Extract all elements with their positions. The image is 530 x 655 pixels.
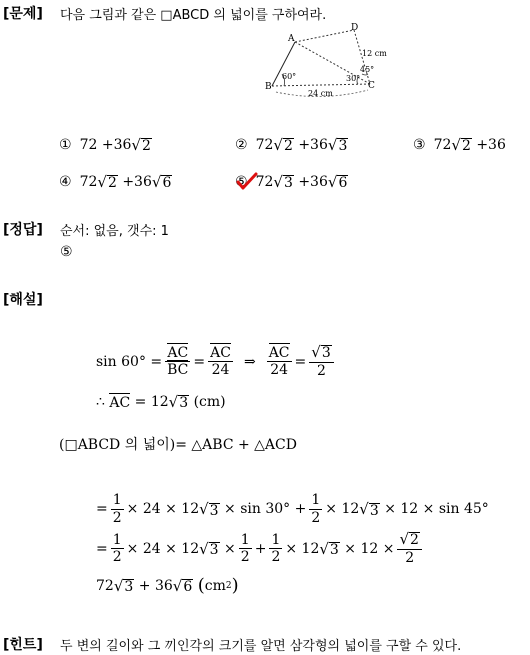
equation-area-1: = $\frac{1}{2}$ × 24 × 12 √ 3 × sin 30° + $\frac{1}{2}$ × 12 √ 3 × 12 × sin 45° bbox=[96, 492, 489, 526]
option-5-marker: ⑤ bbox=[235, 174, 248, 190]
equation-sine: sin 60° = $\frac{AC}{BC}$ = $\frac{AC}{24}$ ⇒ $\frac{AC}{24}$ = √ 3 2 bbox=[96, 345, 337, 378]
problem-label: [문제] bbox=[3, 6, 43, 22]
option-4-sqrt-a: √ 2 bbox=[97, 173, 117, 192]
angle-c2-arc bbox=[362, 74, 368, 75]
answer-info: 순서: 없음, 갯수: 1 bbox=[60, 224, 169, 239]
point-b-label: B bbox=[265, 82, 272, 92]
option-5-a: 72 bbox=[255, 174, 274, 190]
option-4-b: +36 bbox=[122, 174, 152, 190]
angle-c1-label: 30° bbox=[346, 74, 361, 83]
point-d-label: D bbox=[351, 23, 359, 33]
answer-value: ⑤ bbox=[60, 244, 73, 260]
option-2-marker: ② bbox=[235, 137, 248, 153]
option-3-marker: ③ bbox=[413, 137, 426, 153]
option-2[interactable] bbox=[235, 136, 348, 154]
area-decomposition: (□ABCD 의 넓이)= △ABC + △ACD bbox=[59, 437, 297, 453]
option-2-a: 72 bbox=[255, 137, 274, 153]
option-2-b: +36 bbox=[298, 137, 328, 153]
option-4-sqrt-b: √ 6 bbox=[151, 173, 172, 192]
option-3[interactable] bbox=[413, 136, 506, 154]
option-3-sqrt: √ 2 bbox=[451, 136, 471, 155]
explanation-label: [해설] bbox=[3, 292, 43, 308]
edge-bc bbox=[272, 84, 370, 86]
correct-check-icon bbox=[236, 172, 258, 192]
option-1-a: 72 bbox=[79, 137, 98, 153]
answer-label: [정답] bbox=[3, 222, 43, 238]
option-1-marker: ① bbox=[59, 137, 72, 153]
option-3-b: +36 bbox=[476, 137, 506, 153]
option-2-sqrt-a: √ 2 bbox=[273, 136, 293, 155]
option-4[interactable] bbox=[59, 173, 172, 191]
option-1-sqrt: √ 2 bbox=[131, 136, 151, 155]
side-bc-label: 24 cm bbox=[308, 89, 333, 98]
point-c-label: C bbox=[368, 81, 375, 91]
option-5-sqrt-b: √ 6 bbox=[327, 173, 348, 192]
option-5-sqrt-a: √ 3 bbox=[273, 173, 293, 192]
edge-ad bbox=[295, 30, 354, 42]
option-1[interactable] bbox=[59, 136, 152, 154]
hint-label: [힌트] bbox=[3, 637, 43, 653]
side-cd-label: 12 cm bbox=[362, 49, 387, 58]
equation-area-2: = $\frac{1}{2}$ × 24 × 12 √ 3 × $\frac{1}{2}$ + $\frac{1}{2}$ × 12 √ 3 × 12 × √ 2 2 bbox=[96, 532, 425, 565]
option-2-sqrt-b: √ 3 bbox=[327, 136, 348, 155]
hint-text: 두 변의 길이와 그 끼인각의 크기를 알면 삼각형의 넓이를 구할 수 있다. bbox=[60, 639, 462, 654]
angle-c2-label: 45° bbox=[360, 65, 375, 74]
option-5-b: +36 bbox=[298, 174, 328, 190]
option-4-marker: ④ bbox=[59, 174, 72, 190]
point-a-label: A bbox=[288, 34, 295, 44]
option-1-b: +36 bbox=[101, 137, 132, 153]
quadrilateral-diagram bbox=[262, 22, 392, 100]
option-4-a: 72 bbox=[79, 174, 98, 190]
angle-b-label: 60° bbox=[282, 72, 297, 81]
problem-text: 다음 그림과 같은 □ABCD 의 넓이를 구하여라. bbox=[60, 8, 327, 23]
equation-result: 72 √ 3 + 36 √ 6 ( cm 2 ) bbox=[96, 575, 239, 596]
option-3-a: 72 bbox=[433, 137, 452, 153]
equation-ac: ∴ AC = 12 √ 3 (cm) bbox=[96, 393, 226, 412]
